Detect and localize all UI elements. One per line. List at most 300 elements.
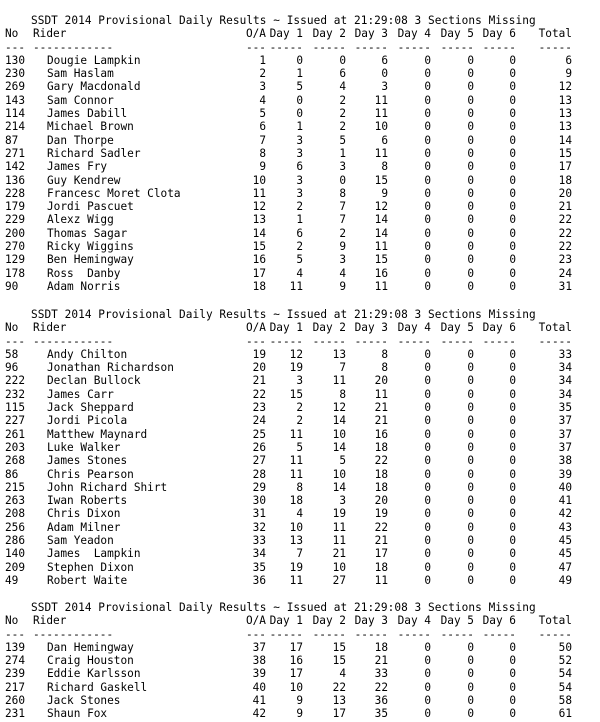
cell-day3: 8: [381, 361, 388, 375]
cell-no: 136: [5, 173, 26, 187]
cell-day2: 15: [332, 654, 346, 668]
cell-day5: 0: [467, 253, 474, 267]
table-row: [0, 468, 600, 481]
header-day4: Day 4: [397, 321, 431, 335]
cell-day4: 0: [424, 440, 431, 454]
cell-day6: 0: [509, 440, 516, 454]
cell-day4: 0: [424, 226, 431, 240]
table-row: [0, 94, 600, 107]
cell-oa: 24: [252, 414, 266, 428]
cell-day2: 19: [332, 507, 346, 521]
cell-day5: 0: [467, 93, 474, 107]
cell-day2: 11: [332, 534, 346, 548]
cell-rider: Francesc Moret Clota: [47, 186, 181, 200]
cell-rider: Michael Brown: [47, 120, 134, 134]
cell-day3: 18: [374, 640, 388, 654]
cell-day2: 17: [332, 707, 346, 721]
cell-day2: 13: [332, 347, 346, 361]
cell-day4: 0: [424, 414, 431, 428]
table-row: [0, 414, 600, 427]
cell-rider: Adam Milner: [47, 520, 121, 534]
cell-day6: 0: [509, 480, 516, 494]
cell-no: 87: [5, 133, 19, 147]
cell-day2: 13: [332, 694, 346, 708]
cell-oa: 25: [252, 427, 266, 441]
cell-rider: Thomas Sagar: [47, 226, 128, 240]
cell-day1: 2: [296, 401, 303, 415]
cell-day1: 2: [296, 414, 303, 428]
table-row: [0, 388, 600, 401]
cell-no: 208: [5, 507, 26, 521]
cell-day3: 18: [374, 560, 388, 574]
cell-no: 209: [5, 560, 26, 574]
cell-day1: 18: [289, 494, 303, 508]
cell-oa: 10: [252, 173, 266, 187]
cell-oa: 28: [252, 467, 266, 481]
cell-rider: Dougie Lampkin: [47, 53, 141, 67]
cell-oa: 3: [259, 80, 266, 94]
cell-rider: Dan Thorpe: [47, 133, 114, 147]
cell-total: 13: [558, 93, 572, 107]
cell-day6: 0: [509, 266, 516, 280]
cell-no: 261: [5, 427, 26, 441]
cell-day5: 0: [467, 146, 474, 160]
cell-day6: 0: [509, 507, 516, 521]
cell-day1: 19: [289, 560, 303, 574]
cell-day4: 0: [424, 387, 431, 401]
rule-day5: -----: [440, 627, 474, 641]
cell-rider: James Stones: [47, 454, 128, 468]
cell-day3: 21: [374, 414, 388, 428]
cell-day5: 0: [467, 213, 474, 227]
cell-day2: 12: [332, 401, 346, 415]
rule-day1: -----: [269, 627, 303, 641]
column-rule-row: [0, 41, 600, 54]
cell-rider: Iwan Roberts: [47, 494, 128, 508]
cell-day5: 0: [467, 534, 474, 548]
cell-day3: 14: [374, 213, 388, 227]
cell-day6: 0: [509, 680, 516, 694]
cell-no: 142: [5, 160, 26, 174]
cell-total: 38: [558, 454, 572, 468]
column-rule-row: [0, 628, 600, 641]
cell-rider: Guy Kendrew: [47, 173, 121, 187]
cell-day1: 5: [296, 253, 303, 267]
cell-day3: 22: [374, 520, 388, 534]
cell-day6: 0: [509, 640, 516, 654]
cell-day6: 0: [509, 226, 516, 240]
cell-day2: 10: [332, 427, 346, 441]
cell-total: 45: [558, 534, 572, 548]
header-oa: O/A: [245, 321, 266, 335]
cell-day3: 6: [381, 133, 388, 147]
header-total: Total: [538, 27, 572, 41]
cell-day1: 6: [296, 226, 303, 240]
cell-day1: 3: [296, 374, 303, 388]
cell-day4: 0: [424, 173, 431, 187]
rule-day3: -----: [354, 40, 388, 54]
cell-rider: Dan Hemingway: [47, 640, 134, 654]
cell-oa: 38: [252, 654, 266, 668]
table-row: [0, 521, 600, 534]
rule-day3: -----: [354, 627, 388, 641]
rule-rider: ------------: [33, 627, 114, 641]
results-section: [0, 308, 600, 587]
cell-no: 222: [5, 374, 26, 388]
cell-day2: 0: [339, 53, 346, 67]
cell-day2: 21: [332, 547, 346, 561]
cell-total: 49: [558, 573, 572, 587]
cell-day4: 0: [424, 93, 431, 107]
cell-day6: 0: [509, 467, 516, 481]
table-row: [0, 534, 600, 547]
header-no: No: [5, 27, 19, 41]
cell-oa: 16: [252, 253, 266, 267]
cell-rider: James Lampkin: [47, 547, 141, 561]
rule-oa: ---: [245, 40, 266, 54]
table-row: [0, 54, 600, 67]
cell-day6: 0: [509, 414, 516, 428]
rule-oa: ---: [245, 627, 266, 641]
cell-rider: Chris Dixon: [47, 507, 121, 521]
table-row: [0, 454, 600, 467]
cell-day5: 0: [467, 440, 474, 454]
table-row: [0, 80, 600, 93]
cell-no: 274: [5, 654, 26, 668]
cell-no: 215: [5, 480, 26, 494]
cell-day6: 0: [509, 387, 516, 401]
column-header-row: [0, 614, 600, 627]
cell-oa: 30: [252, 494, 266, 508]
cell-day3: 21: [374, 654, 388, 668]
cell-day1: 10: [289, 520, 303, 534]
cell-rider: Eddie Karlsson: [47, 667, 141, 681]
cell-total: 45: [558, 547, 572, 561]
rule-day2: -----: [312, 627, 346, 641]
header-day4: Day 4: [397, 27, 431, 41]
cell-no: 143: [5, 93, 26, 107]
cell-oa: 29: [252, 480, 266, 494]
cell-day6: 0: [509, 67, 516, 81]
cell-day5: 0: [467, 694, 474, 708]
rule-day3: -----: [354, 334, 388, 348]
cell-day1: 11: [289, 467, 303, 481]
cell-day4: 0: [424, 347, 431, 361]
rule-day6: -----: [482, 627, 516, 641]
cell-day5: 0: [467, 279, 474, 293]
cell-day2: 7: [339, 213, 346, 227]
cell-day2: 3: [339, 494, 346, 508]
rule-total: -----: [538, 334, 572, 348]
cell-total: 12: [558, 80, 572, 94]
cell-rider: Stephen Dixon: [47, 560, 134, 574]
cell-rider: John Richard Shirt: [47, 480, 168, 494]
cell-rider: Shaun Fox: [47, 707, 108, 721]
cell-day5: 0: [467, 107, 474, 121]
cell-day1: 11: [289, 279, 303, 293]
rule-day6: -----: [482, 334, 516, 348]
cell-day6: 0: [509, 547, 516, 561]
cell-day2: 9: [339, 279, 346, 293]
cell-total: 61: [558, 707, 572, 721]
header-day4: Day 4: [397, 614, 431, 628]
cell-no: 229: [5, 213, 26, 227]
cell-total: 20: [558, 186, 572, 200]
header-total: Total: [538, 614, 572, 628]
cell-day4: 0: [424, 494, 431, 508]
cell-day3: 18: [374, 480, 388, 494]
cell-day4: 0: [424, 53, 431, 67]
cell-day5: 0: [467, 427, 474, 441]
cell-day4: 0: [424, 640, 431, 654]
header-total: Total: [538, 321, 572, 335]
cell-day2: 10: [332, 467, 346, 481]
cell-day6: 0: [509, 120, 516, 134]
table-row: [0, 240, 600, 253]
cell-day3: 0: [381, 67, 388, 81]
cell-total: 13: [558, 107, 572, 121]
cell-no: 115: [5, 401, 26, 415]
cell-oa: 23: [252, 401, 266, 415]
cell-day4: 0: [424, 401, 431, 415]
cell-no: 130: [5, 53, 26, 67]
cell-day3: 8: [381, 160, 388, 174]
header-day6: Day 6: [482, 614, 516, 628]
section-title-text: SSDT 2014 Provisional Daily Results ~ Issued at 21:29:08 3 Sections Missing: [31, 601, 536, 614]
header-day3: Day 3: [354, 27, 388, 41]
rule-day2: -----: [312, 40, 346, 54]
cell-day4: 0: [424, 667, 431, 681]
cell-day6: 0: [509, 160, 516, 174]
cell-no: 263: [5, 494, 26, 508]
cell-oa: 42: [252, 707, 266, 721]
cell-day5: 0: [467, 67, 474, 81]
cell-day6: 0: [509, 534, 516, 548]
cell-day2: 8: [339, 387, 346, 401]
cell-day4: 0: [424, 573, 431, 587]
cell-total: 23: [558, 253, 572, 267]
cell-day2: 2: [339, 107, 346, 121]
header-rider: Rider: [33, 614, 67, 628]
cell-day3: 18: [374, 440, 388, 454]
header-no: No: [5, 614, 19, 628]
cell-total: 35: [558, 401, 572, 415]
cell-day4: 0: [424, 480, 431, 494]
cell-total: 18: [558, 173, 572, 187]
cell-total: 22: [558, 240, 572, 254]
table-row: [0, 147, 600, 160]
cell-day4: 0: [424, 534, 431, 548]
cell-day4: 0: [424, 507, 431, 521]
cell-rider: Declan Bullock: [47, 374, 141, 388]
cell-day2: 14: [332, 480, 346, 494]
cell-day2: 6: [339, 67, 346, 81]
cell-day2: 2: [339, 120, 346, 134]
cell-day1: 2: [296, 240, 303, 254]
cell-oa: 32: [252, 520, 266, 534]
cell-total: 22: [558, 226, 572, 240]
cell-day2: 2: [339, 226, 346, 240]
cell-no: 260: [5, 694, 26, 708]
cell-oa: 9: [259, 160, 266, 174]
cell-day5: 0: [467, 347, 474, 361]
cell-rider: Ben Hemingway: [47, 253, 134, 267]
rule-no: ---: [5, 334, 26, 348]
cell-day1: 1: [296, 213, 303, 227]
cell-day2: 4: [339, 667, 346, 681]
cell-day5: 0: [467, 120, 474, 134]
rule-no: ---: [5, 40, 26, 54]
cell-day4: 0: [424, 654, 431, 668]
cell-no: 178: [5, 266, 26, 280]
table-row: [0, 213, 600, 226]
cell-day6: 0: [509, 186, 516, 200]
cell-day1: 9: [296, 694, 303, 708]
cell-day3: 19: [374, 507, 388, 521]
header-rider: Rider: [33, 27, 67, 41]
cell-day3: 35: [374, 707, 388, 721]
cell-rider: Matthew Maynard: [47, 427, 148, 441]
cell-day5: 0: [467, 494, 474, 508]
section-title-text: SSDT 2014 Provisional Daily Results ~ Issued at 21:29:08 3 Sections Missing: [31, 14, 536, 27]
cell-day5: 0: [467, 361, 474, 375]
header-day5: Day 5: [440, 321, 474, 335]
cell-day3: 3: [381, 80, 388, 94]
cell-day2: 3: [339, 160, 346, 174]
cell-total: 31: [558, 279, 572, 293]
cell-day4: 0: [424, 107, 431, 121]
cell-oa: 20: [252, 361, 266, 375]
cell-day1: 0: [296, 53, 303, 67]
cell-day2: 27: [332, 573, 346, 587]
rule-day4: -----: [397, 334, 431, 348]
header-day3: Day 3: [354, 614, 388, 628]
cell-day1: 4: [296, 507, 303, 521]
cell-day1: 15: [289, 387, 303, 401]
cell-day2: 15: [332, 640, 346, 654]
cell-day3: 9: [381, 186, 388, 200]
cell-day2: 8: [339, 186, 346, 200]
cell-day3: 15: [374, 253, 388, 267]
cell-total: 21: [558, 200, 572, 214]
table-row: [0, 694, 600, 707]
cell-day1: 16: [289, 654, 303, 668]
cell-no: 268: [5, 454, 26, 468]
cell-day4: 0: [424, 707, 431, 721]
table-row: [0, 348, 600, 361]
cell-day5: 0: [467, 480, 474, 494]
cell-day2: 5: [339, 454, 346, 468]
cell-no: 179: [5, 200, 26, 214]
cell-total: 33: [558, 347, 572, 361]
cell-day6: 0: [509, 694, 516, 708]
cell-day6: 0: [509, 494, 516, 508]
cell-day2: 11: [332, 520, 346, 534]
cell-oa: 31: [252, 507, 266, 521]
cell-day5: 0: [467, 520, 474, 534]
cell-rider: Jack Stones: [47, 694, 121, 708]
cell-day3: 21: [374, 401, 388, 415]
cell-day6: 0: [509, 667, 516, 681]
cell-rider: Sam Haslam: [47, 67, 114, 81]
cell-day6: 0: [509, 707, 516, 721]
cell-day5: 0: [467, 240, 474, 254]
cell-day2: 5: [339, 133, 346, 147]
cell-rider: Sam Connor: [47, 93, 114, 107]
cell-day2: 11: [332, 374, 346, 388]
cell-total: 6: [565, 53, 572, 67]
rule-no: ---: [5, 627, 26, 641]
cell-day1: 12: [289, 347, 303, 361]
cell-no: 203: [5, 440, 26, 454]
cell-day1: 3: [296, 186, 303, 200]
rule-oa: ---: [245, 334, 266, 348]
cell-total: 15: [558, 146, 572, 160]
cell-total: 34: [558, 387, 572, 401]
cell-day5: 0: [467, 266, 474, 280]
header-day1: Day 1: [269, 614, 303, 628]
cell-day3: 11: [374, 240, 388, 254]
cell-total: 39: [558, 467, 572, 481]
cell-day1: 4: [296, 266, 303, 280]
table-row: [0, 374, 600, 387]
cell-oa: 35: [252, 560, 266, 574]
rule-rider: ------------: [33, 40, 114, 54]
cell-rider: Ricky Wiggins: [47, 240, 134, 254]
cell-day6: 0: [509, 240, 516, 254]
cell-day2: 14: [332, 414, 346, 428]
cell-day3: 11: [374, 573, 388, 587]
cell-day6: 0: [509, 133, 516, 147]
cell-day4: 0: [424, 454, 431, 468]
cell-day6: 0: [509, 654, 516, 668]
cell-no: 230: [5, 67, 26, 81]
cell-rider: Richard Gaskell: [47, 680, 148, 694]
cell-day2: 10: [332, 560, 346, 574]
header-day6: Day 6: [482, 321, 516, 335]
cell-day3: 11: [374, 387, 388, 401]
header-day6: Day 6: [482, 27, 516, 41]
cell-day1: 7: [296, 547, 303, 561]
cell-rider: Craig Houston: [47, 654, 134, 668]
cell-no: 114: [5, 107, 26, 121]
cell-day6: 0: [509, 560, 516, 574]
cell-rider: Andy Chilton: [47, 347, 128, 361]
cell-total: 54: [558, 667, 572, 681]
cell-total: 37: [558, 414, 572, 428]
header-oa: O/A: [245, 614, 266, 628]
cell-day4: 0: [424, 146, 431, 160]
cell-rider: Jack Sheppard: [47, 401, 134, 415]
cell-oa: 6: [259, 120, 266, 134]
cell-rider: James Dabill: [47, 107, 128, 121]
cell-oa: 21: [252, 374, 266, 388]
cell-day3: 15: [374, 173, 388, 187]
table-row: [0, 160, 600, 173]
table-row: [0, 120, 600, 133]
cell-day6: 0: [509, 107, 516, 121]
table-row: [0, 681, 600, 694]
table-row: [0, 654, 600, 667]
cell-rider: Richard Sadler: [47, 146, 141, 160]
header-day2: Day 2: [312, 614, 346, 628]
cell-no: 286: [5, 534, 26, 548]
cell-day1: 1: [296, 67, 303, 81]
table-row: [0, 561, 600, 574]
rule-day5: -----: [440, 40, 474, 54]
cell-day5: 0: [467, 387, 474, 401]
cell-day6: 0: [509, 361, 516, 375]
